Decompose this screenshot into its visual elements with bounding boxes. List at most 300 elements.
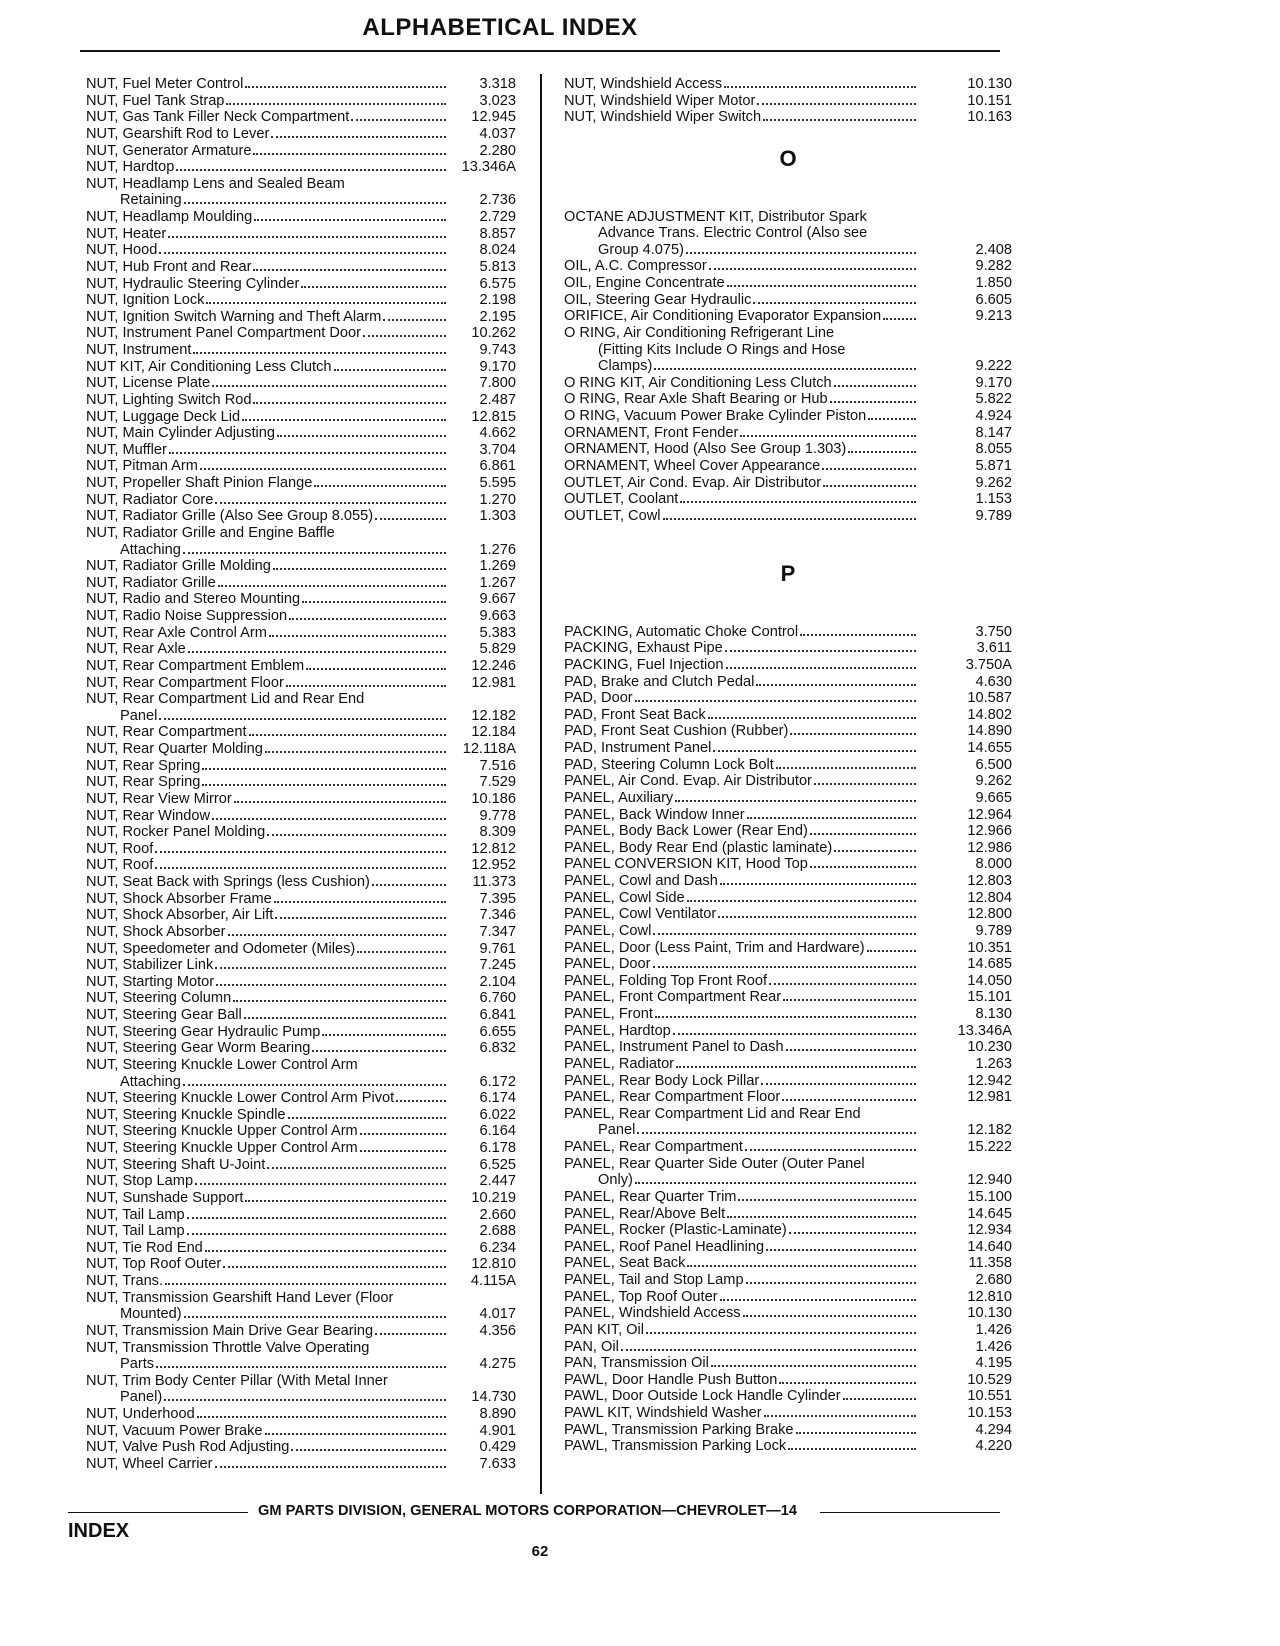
dot-leader [764,1405,916,1417]
entry-name: NUT, Hood [86,242,158,259]
dot-leader [822,458,916,470]
index-entry [564,1222,1012,1239]
index-entry [86,309,516,326]
index-entry [564,475,1012,492]
dot-leader [745,1139,916,1151]
dot-leader [212,808,446,820]
group-number: 3.023 [479,92,516,109]
group-number: 1.850 [975,275,1012,291]
index-entry [86,591,516,608]
group-number: 3.750 [975,623,1012,640]
entry-name: PAN, Oil [564,1338,619,1355]
entry-name: NUT, Windshield Wiper Motor [564,92,756,109]
dot-leader [155,857,446,869]
entry-name: OIL, A.C. Compressor [564,258,707,275]
entry-name: NUT, Rear Spring [86,757,201,774]
dot-leader [720,1289,916,1301]
dot-leader [169,442,446,454]
index-entry [564,1122,1012,1139]
entry-name: NUT, License Plate [86,375,211,392]
dot-leader [155,841,446,853]
dot-leader [848,441,916,453]
group-number: 12.981 [471,674,516,691]
dot-leader [766,1239,916,1251]
entry-name: NUT, Rear Compartment Floor [86,674,284,691]
index-entry [86,442,516,459]
dot-leader [165,1273,446,1285]
index-entry [86,791,516,808]
entry-name: NUT, Radiator Core [86,491,214,508]
entry-name: OUTLET, Cowl [564,507,661,524]
section-letter-p: P [780,561,796,586]
dot-leader [687,890,916,902]
entry-name: PANEL, Rear Quarter Trim [564,1188,737,1205]
index-entry [564,1189,1012,1206]
group-number: 4.630 [975,673,1012,690]
dot-leader [215,492,446,504]
index-entry [86,957,516,974]
entry-name: PANEL, Cowl [564,922,652,939]
dot-leader [357,941,446,953]
index-entry [86,874,516,891]
entry-name: PANEL, Windshield Access [564,1305,741,1322]
dot-leader [637,1122,916,1134]
dot-leader [205,1240,446,1252]
index-entry [86,342,516,359]
dot-leader [254,209,446,221]
group-number: 10.186 [471,790,516,807]
entry-name: NUT, Roof [86,857,154,874]
entry-name: O RING, Air Conditioning Refrigerant Line [564,324,835,341]
dot-leader [396,1090,446,1102]
dot-leader [680,491,916,503]
index-entry [86,1356,516,1373]
dot-leader [159,242,446,254]
dot-leader [653,923,916,935]
index-entry [86,375,516,392]
entry-name: NUT, Steering Knuckle Upper Control Arm [86,1123,358,1140]
dot-leader [197,1406,446,1418]
dot-leader [375,1323,446,1335]
dot-leader [753,292,916,304]
index-entry [564,209,1012,226]
entry-name: PACKING, Automatic Choke Control [564,623,799,640]
index-entry [86,76,516,93]
index-entry [86,824,516,841]
group-number: 3.704 [479,441,516,458]
index-entry [564,325,1012,342]
entry-name: PANEL, Front Compartment Rear [564,989,782,1006]
index-entry [86,974,516,991]
group-number: 9.262 [975,474,1012,491]
dot-leader [868,408,916,420]
index-entry [86,542,516,559]
index-entry [86,93,516,110]
group-number: 9.170 [975,374,1012,391]
index-entry [86,1024,516,1041]
group-number: 12.246 [471,657,516,674]
index-entry [86,226,516,243]
entry-name: OUTLET, Air Cond. Evap. Air Distributor [564,474,822,491]
dot-leader [195,1173,446,1185]
dot-leader [727,275,916,287]
index-entry [564,491,1012,508]
index-entry [564,441,1012,458]
dot-leader [244,1007,446,1019]
index-entry [564,1405,1012,1422]
entry-name-continued: Advance Trans. Electric Control (Also see [598,225,868,242]
index-entry [86,392,516,409]
group-number: 9.222 [975,358,1012,375]
dot-leader [788,1438,916,1450]
entry-name-continued: Panel [598,1122,636,1139]
index-entry [86,608,516,625]
dot-leader [312,1040,446,1052]
entry-name: NUT, Pitman Arm [86,458,198,475]
entry-name: PAWL, Door Handle Push Button [564,1371,778,1388]
index-entry [86,891,516,908]
index-entry [86,708,516,725]
index-entry [86,1256,516,1273]
index-entry [86,1157,516,1174]
dot-leader [218,575,446,587]
index-entry [86,741,516,758]
group-number: 3.750A [965,656,1012,673]
group-number: 8.857 [479,225,516,242]
entry-name: NUT, Rear Spring [86,774,201,791]
group-number: 12.800 [967,906,1012,923]
dot-leader [334,359,447,371]
group-number: 2.660 [479,1206,516,1223]
dot-leader [187,1207,446,1219]
entry-name: PANEL, Body Back Lower (Rear End) [564,823,808,840]
index-entry [86,1373,516,1390]
group-number: 5.871 [975,457,1012,474]
dot-leader [726,657,916,669]
group-number: 0.429 [479,1439,516,1456]
section-gap [564,607,1012,624]
entry-name-continued: Attaching [120,541,181,558]
entry-name: NUT, Headlamp Lens and Sealed Beam [86,175,345,192]
dot-leader [375,508,446,520]
entry-name: NUT, Speedometer and Odometer (Miles) [86,940,356,957]
group-number: 10.130 [967,76,1012,92]
entry-name: NUT, Muffler [86,441,167,458]
group-number: 2.736 [479,192,516,209]
dot-leader [675,790,916,802]
dot-leader [782,1089,916,1101]
index-entry [564,508,1012,525]
index-entry [86,1456,516,1473]
dot-leader [776,757,916,769]
group-number: 7.245 [479,957,516,974]
entry-name-continued: Retaining [120,192,182,209]
footer-rule [820,1512,1000,1513]
dot-leader [269,625,446,637]
index-entry [564,640,1012,657]
entry-name: PAN, Transmission Oil [564,1355,709,1372]
dot-leader [245,1190,446,1202]
index-entry [564,1255,1012,1272]
group-number: 14.655 [967,740,1012,756]
dot-leader [676,1056,916,1068]
index-entry [86,1190,516,1207]
group-number: 11.373 [472,874,516,890]
dot-leader [810,856,916,868]
group-number: 10.262 [471,325,516,342]
index-entry [564,873,1012,890]
entry-name: PAD, Instrument Panel [564,740,712,756]
entry-name: PAD, Front Seat Cushion (Rubber) [564,723,789,740]
entry-name: NUT, Transmission Gearshift Hand Lever (Floor [86,1289,394,1306]
index-entry [564,1039,1012,1056]
group-number: 14.050 [967,972,1012,989]
entry-name: PAD, Door [564,690,633,707]
group-number: 15.100 [967,1188,1012,1205]
group-number: 12.942 [967,1072,1012,1089]
index-entry [86,658,516,675]
entry-name: PANEL, Rear Compartment Lid and Rear End [564,1105,861,1122]
dot-leader [164,1389,446,1401]
entry-name: O RING, Rear Axle Shaft Bearing or Hub [564,391,828,408]
index-entry [564,1056,1012,1073]
group-number: 14.640 [967,1238,1012,1255]
dot-leader [834,375,916,387]
dot-leader [635,1172,916,1184]
dot-leader [288,1107,446,1119]
dot-leader [156,1356,446,1368]
dot-leader [761,1073,916,1085]
dot-leader [351,109,446,121]
group-number: 12.952 [471,857,516,874]
group-number: 9.663 [479,608,516,624]
dot-leader [800,624,916,636]
index-entry [564,690,1012,707]
group-number: 3.318 [479,76,516,92]
entry-name: NUT, Steering Gear Ball [86,1007,242,1023]
group-number: 6.861 [479,458,516,475]
section-p-list [564,624,1012,1455]
index-entry [86,475,516,492]
dot-leader [621,1339,916,1351]
entry-name: ORNAMENT, Front Fender [564,424,739,441]
index-entry [564,973,1012,990]
dot-leader [267,824,446,836]
index-column-left [86,76,516,1473]
entry-name: PANEL, Cowl Ventilator [564,906,717,923]
entry-name: PANEL, Door [564,956,651,973]
entry-name: NUT, Hub Front and Rear [86,258,252,275]
index-entry [86,641,516,658]
group-number: 9.789 [975,507,1012,524]
group-number: 9.213 [975,308,1012,325]
entry-name: NUT, Gas Tank Filler Neck Compartment [86,109,350,126]
entry-name: PANEL, Door (Less Paint, Trim and Hardware) [564,939,865,956]
dot-leader [202,758,446,770]
dot-leader [655,1006,916,1018]
index-entry [564,1073,1012,1090]
dot-leader [786,1039,916,1051]
entry-name: OUTLET, Coolant [564,491,679,508]
group-number: 10.529 [967,1371,1012,1388]
index-entry [564,1206,1012,1223]
entry-name: NUT, Steering Knuckle Upper Control Arm [86,1140,358,1156]
dot-leader [747,807,916,819]
dot-leader [193,342,446,354]
group-number: 4.924 [975,408,1012,424]
index-entry [86,209,516,226]
entry-name: NUT, Lighting Switch Rod [86,391,252,408]
group-number: 12.182 [471,707,516,724]
dot-leader [646,1322,916,1334]
dot-leader [783,989,916,1001]
entry-name: NUT, Fuel Meter Control [86,76,244,92]
index-entry [86,159,516,176]
index-entry [86,625,516,642]
group-number: 12.986 [967,839,1012,856]
group-number: 12.966 [967,823,1012,840]
entry-name: PAWL KIT, Windshield Washer [564,1405,762,1421]
entry-name: NUT, Wheel Carrier [86,1455,213,1472]
dot-leader [796,1422,916,1434]
index-entry [86,1306,516,1323]
group-number: 8.055 [975,441,1012,458]
index-entry [564,773,1012,790]
entry-name: NUT, Rear Compartment Lid and Rear End [86,691,365,708]
group-number: 2.680 [975,1272,1012,1288]
entry-name-continued: Attaching [120,1073,181,1090]
group-number: 9.789 [975,922,1012,939]
entry-name: NUT, Trans. [86,1273,164,1289]
index-entry [86,1207,516,1224]
index-entry [86,675,516,692]
entry-name: NUT, Steering Knuckle Lower Control Arm [86,1056,358,1073]
entry-name: PACKING, Exhaust Pipe [564,640,723,657]
group-number: 12.804 [967,889,1012,906]
group-number: 9.262 [975,773,1012,790]
entry-name: NUT, Valve Push Rod Adjusting [86,1439,290,1456]
entry-name: PANEL CONVERSION KIT, Hood Top [564,856,808,873]
dot-leader [306,658,446,670]
section-gap [564,524,1012,541]
entry-name: PANEL, Auxiliary [564,789,674,806]
dot-leader [663,508,917,520]
entry-name: NUT, Steering Column [86,990,232,1007]
index-entry [86,758,516,775]
group-number: 10.551 [967,1388,1012,1405]
group-number: 10.351 [967,939,1012,956]
entry-name: NUT, Instrument Panel Compartment Door [86,325,361,342]
index-entry [86,242,516,259]
group-number: 7.346 [479,907,516,924]
index-entry [86,1389,516,1406]
dot-leader [653,956,916,968]
entry-name: NUT, Trim Body Center Pillar (With Metal Inner [86,1372,388,1389]
dot-leader [740,425,916,437]
index-entry [86,857,516,874]
group-number: 12.810 [471,1256,516,1273]
group-number: 10.587 [967,690,1012,707]
entry-name: PAWL, Transmission Parking Brake [564,1421,794,1438]
dot-leader [654,358,916,370]
entry-name: NUT, Rear View Mirror [86,790,232,807]
index-entry [86,990,516,1007]
footer-index-label: INDEX [68,1520,130,1542]
index-entry [86,558,516,575]
group-number: 14.685 [967,956,1012,973]
group-number: 12.184 [471,724,516,741]
entry-name: ORNAMENT, Wheel Cover Appearance [564,457,821,474]
group-number: 4.901 [479,1422,516,1439]
dot-leader [322,1024,446,1036]
index-entry [564,292,1012,309]
index-entry [86,1123,516,1140]
index-entry [564,225,1012,242]
dot-leader [184,1306,446,1318]
group-number: 12.812 [471,840,516,857]
dot-leader [718,906,916,918]
page-number: 62 [531,1543,549,1560]
footer-text: GM PARTS DIVISION, GENERAL MOTORS CORPORATION—CHEVROLET—14 [258,1503,797,1519]
index-entry [564,109,1012,126]
entry-name: PACKING, Fuel Injection [564,656,724,673]
dot-leader [790,723,916,735]
group-number: 14.730 [471,1389,516,1406]
index-entry [564,76,1012,93]
index-entry [86,1074,516,1091]
index-entry [564,308,1012,325]
group-number: 10.163 [967,109,1012,126]
group-number: 8.147 [975,424,1012,441]
dot-leader [687,1255,916,1267]
dot-leader [245,76,446,88]
group-number: 9.778 [479,807,516,824]
group-number: 5.595 [479,475,516,491]
dot-leader [206,292,446,304]
entry-name: NUT, Roof [86,840,154,857]
entry-name: NUT, Stop Lamp [86,1173,194,1190]
dot-leader [286,675,446,687]
index-entry [86,774,516,791]
group-number: 3.611 [976,640,1012,657]
column-divider [540,74,542,1494]
dot-leader [301,276,446,288]
index-entry [564,1272,1012,1289]
entry-name: NUT, Main Cylinder Adjusting [86,425,275,442]
group-number: 9.282 [975,258,1012,275]
index-entry [564,1289,1012,1306]
index-entry [564,375,1012,392]
dot-leader [830,391,916,403]
entry-name: NUT, Radiator Grille Molding [86,558,271,575]
group-number: 8.024 [479,242,516,259]
entry-name-continued: Panel) [120,1389,163,1406]
entry-name: NUT, Steering Gear Worm Bearing [86,1040,311,1057]
dot-leader [302,591,446,603]
group-number: 12.981 [967,1089,1012,1106]
entry-name: NUT, Ignition Switch Warning and Theft Alarm [86,308,382,325]
dot-leader [709,258,916,270]
group-number: 1.267 [479,574,516,591]
index-entry [564,1089,1012,1106]
entry-name: NUT, Windshield Access [564,76,723,92]
dot-leader [226,93,446,105]
entry-name: NUT, Fuel Tank Strap [86,92,225,109]
group-number: 2.408 [975,241,1012,258]
entry-name: NUT, Steering Knuckle Spindle [86,1106,286,1123]
group-number: 7.347 [479,923,516,940]
index-entry [86,1223,516,1240]
